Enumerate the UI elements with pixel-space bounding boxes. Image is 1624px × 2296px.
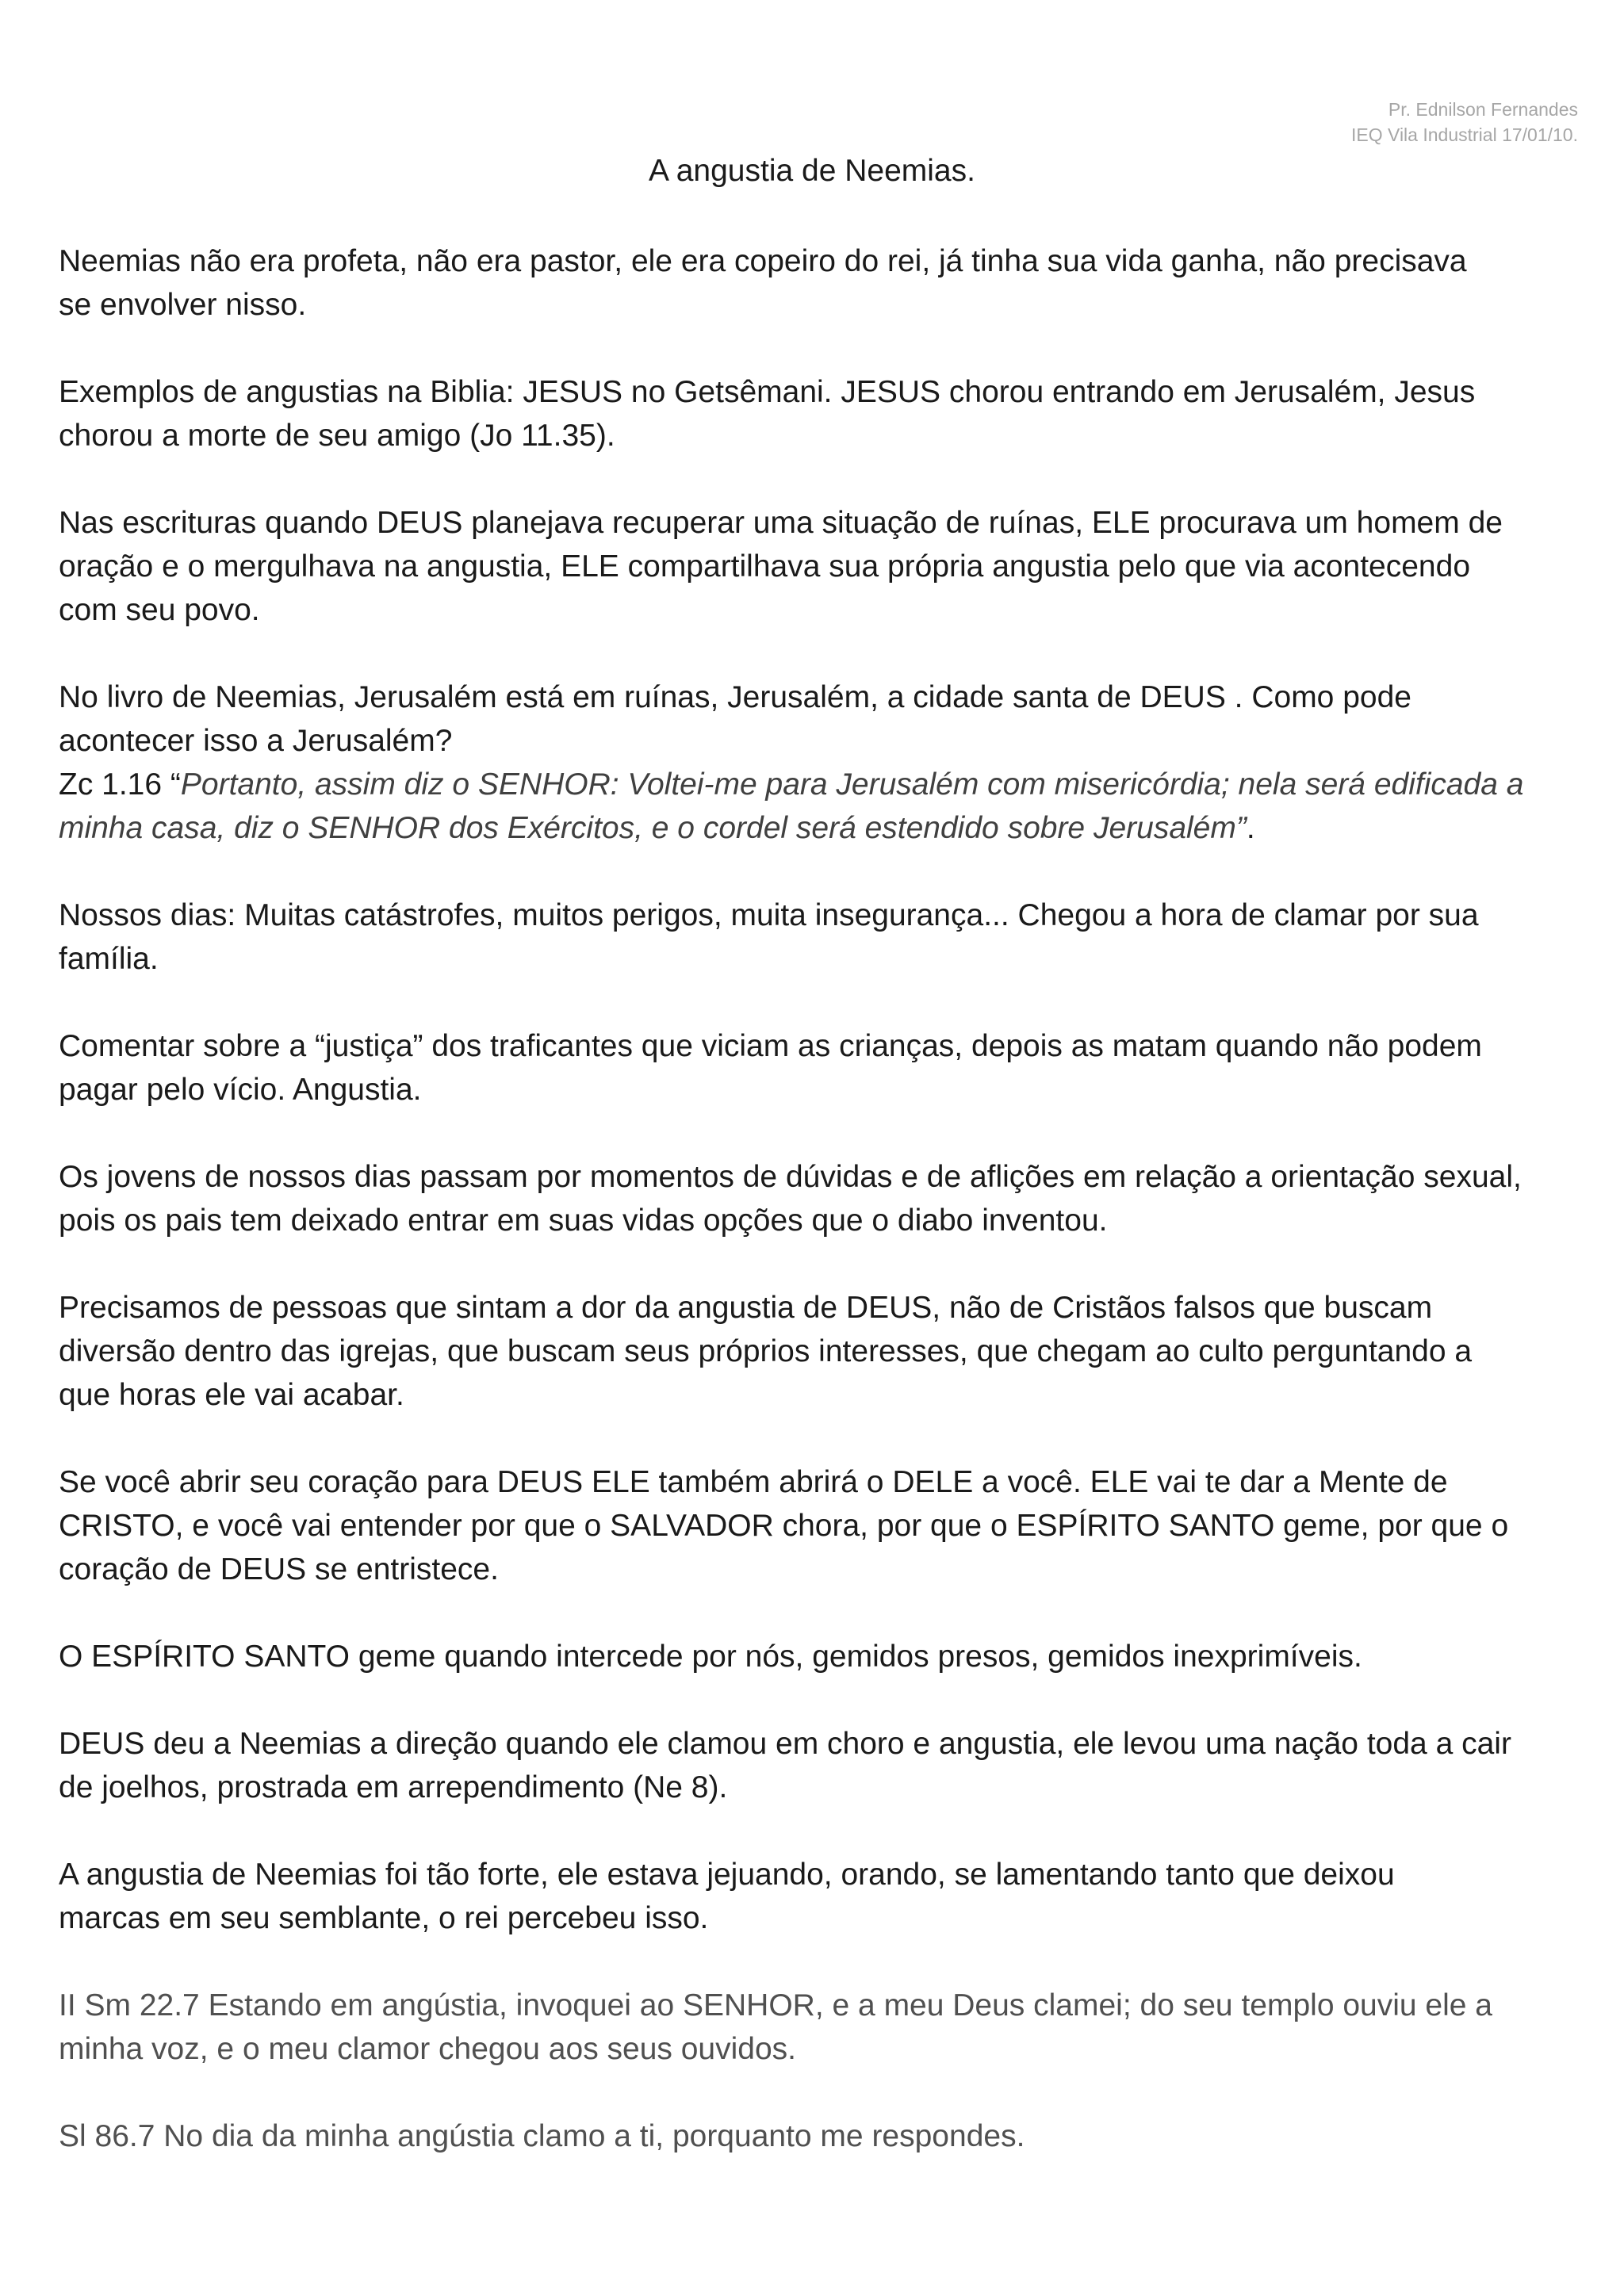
text-line: acontecer isso a Jerusalém?: [59, 724, 453, 758]
text-line: Exemplos de angustias na Biblia: JESUS no Getsêmani. JESUS chorou entrando em Jerusalém, Jesus: [59, 375, 1476, 409]
verse-reference: Zc 1.16 “: [59, 767, 181, 802]
paragraph: [59, 1155, 1581, 1242]
text-line: CRISTO, e você vai entender por que o SALVADOR chora, por que o ESPÍRITO SANTO geme, por que o: [59, 1509, 1509, 1543]
verse-quote: Portanto, assim diz o SENHOR: Voltei-me para Jerusalém com misericórdia; nela será edificada a: [180, 767, 1524, 802]
text-line: Nas escrituras quando DEUS planejava recuperar uma situação de ruínas, ELE procurava um homem de: [59, 506, 1503, 540]
text-line: família.: [59, 942, 159, 976]
scripture-paragraph: [59, 1984, 1581, 2071]
text-line: diversão dentro das igrejas, que buscam seus próprios interesses, que chegam ao culto perguntando a: [59, 1334, 1473, 1368]
paragraph: [59, 1853, 1581, 1940]
author-line: Pr. Ednilson Fernandes: [1388, 99, 1578, 120]
paragraph: [59, 675, 1581, 850]
text-line: Os jovens de nossos dias passam por momentos de dúvidas e de aflições em relação a orientação sexual,: [59, 1160, 1522, 1194]
text-line: Precisamos de pessoas que sintam a dor da angustia de DEUS, não de Cristãos falsos que buscam: [59, 1291, 1433, 1325]
text-line: se envolver nisso.: [59, 288, 307, 322]
document-body: [59, 239, 1581, 2202]
paragraph: [59, 501, 1581, 632]
paragraph: [59, 1286, 1581, 1417]
paragraph: [59, 1722, 1581, 1809]
text-line: marcas em seu semblante, o rei percebeu isso.: [59, 1901, 709, 1935]
text-line: II Sm 22.7 Estando em angústia, invoquei ao SENHOR, e a meu Deus clamei; do seu templo ouviu ele a: [59, 1988, 1492, 2022]
paragraph: [59, 1460, 1581, 1591]
text-line: DEUS deu a Neemias a direção quando ele clamou em choro e angustia, ele levou uma nação toda a cair: [59, 1727, 1511, 1761]
verse-end: .: [1246, 811, 1255, 845]
text-line: com seu povo.: [59, 593, 260, 627]
text-line: A angustia de Neemias foi tão forte, ele estava jejuando, orando, se lamentando tanto que deixou: [59, 1858, 1395, 1892]
text-line: Comentar sobre a “justiça” dos traficantes que viciam as crianças, depois as matam quando não podem: [59, 1029, 1482, 1063]
paragraph: [59, 370, 1581, 457]
text-line: pagar pelo vício. Angustia.: [59, 1073, 422, 1107]
header-meta: [1351, 97, 1578, 147]
text-line: O ESPÍRITO SANTO geme quando intercede por nós, gemidos presos, gemidos inexprimíveis.: [59, 1640, 1362, 1674]
text-line: minha voz, e o meu clamor chegou aos seus ouvidos.: [59, 2032, 797, 2066]
text-line: Nossos dias: Muitas catástrofes, muitos perigos, muita insegurança... Chegou a hora de clamar por sua: [59, 898, 1479, 932]
text-line: pois os pais tem deixado entrar em suas vidas opções que o diabo inventou.: [59, 1203, 1108, 1238]
text-line: oração e o mergulhava na angustia, ELE compartilhava sua própria angustia pelo que via acontecendo: [59, 549, 1471, 584]
text-line: Sl 86.7 No dia da minha angústia clamo a ti, porquanto me respondes.: [59, 2119, 1025, 2153]
text-line: de joelhos, prostrada em arrependimento (Ne 8).: [59, 1770, 728, 1804]
paragraph: [59, 1635, 1581, 1678]
text-line: Neemias não era profeta, não era pastor, ele era copeiro do rei, já tinha sua vida ganha, não precisava: [59, 244, 1467, 278]
text-line: coração de DEUS se entristece.: [59, 1552, 499, 1586]
verse-line: [59, 763, 1581, 806]
text-line: que horas ele vai acabar.: [59, 1378, 404, 1412]
text-line: chorou a morte de seu amigo (Jo 11.35).: [59, 419, 615, 453]
document-title: A angustia de Neemias.: [649, 154, 975, 188]
verse-quote: minha casa, diz o SENHOR dos Exércitos, e o cordel será estendido sobre Jerusalém”: [59, 811, 1247, 845]
paragraph: [59, 1024, 1581, 1112]
text-line: Se você abrir seu coração para DEUS ELE também abrirá o DELE a você. ELE vai te dar a Mente de: [59, 1465, 1448, 1499]
paragraph: [59, 894, 1581, 981]
paragraph: [59, 239, 1581, 327]
text-line: No livro de Neemias, Jerusalém está em ruínas, Jerusalém, a cidade santa de DEUS . Como pode: [59, 680, 1411, 714]
location-date-line: IEQ Vila Industrial 17/01/10.: [1351, 124, 1578, 145]
scripture-paragraph: [59, 2114, 1581, 2158]
verse-line: [59, 806, 1581, 850]
